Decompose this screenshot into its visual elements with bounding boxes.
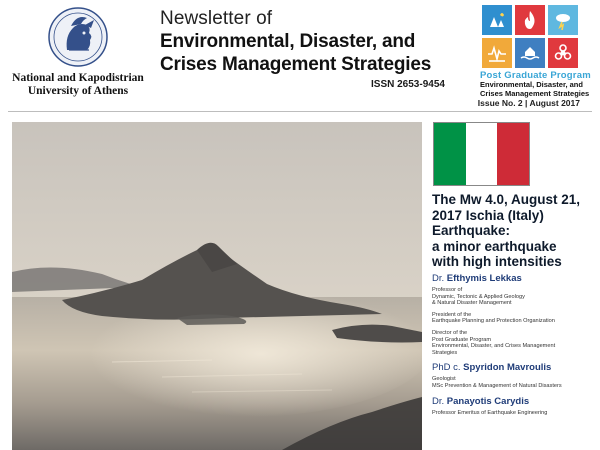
storm-cloud-icon xyxy=(548,5,578,35)
author-fullname: Panayotis Carydis xyxy=(446,395,530,407)
note-line: Geologist xyxy=(432,376,456,383)
author-affiliation xyxy=(432,410,597,417)
newsletter-title-line2: Crises Management Strategies xyxy=(160,54,432,75)
italy-flag xyxy=(433,122,530,186)
newsletter-title-prefix: Newsletter of xyxy=(160,8,273,29)
flag-green-stripe xyxy=(434,123,466,185)
authors-list xyxy=(432,271,597,416)
flag-white-stripe xyxy=(466,123,498,185)
author-fullname: Spyridon Mavroulis xyxy=(463,362,552,374)
note-line: Dynamic, Tectonic & Applied Geology xyxy=(432,293,525,300)
athena-crest-logo xyxy=(47,6,109,68)
article-title-line2: 2017 Ischia (Italy) xyxy=(432,207,544,223)
earthquake-icon xyxy=(482,38,512,68)
note-line: Post Graduate Program xyxy=(432,336,492,343)
author-name xyxy=(432,273,597,284)
note-line: Professor Emeritus of Earthquake Engineering xyxy=(432,409,548,416)
note-line: MSc Prevention & Management of Natural Disasters xyxy=(432,382,562,389)
issue-label: Issue No. 2 | August 2017 xyxy=(477,98,580,108)
program-logo-block xyxy=(480,5,595,98)
note-line: & Natural Disaster Management xyxy=(432,300,512,307)
note-line: President of the xyxy=(432,311,472,318)
university-name-line2: University of Athens xyxy=(27,85,129,97)
header-divider xyxy=(8,111,592,112)
author-name xyxy=(432,362,597,373)
author-name xyxy=(432,396,597,407)
author-fullname: Efthymis Lekkas xyxy=(446,273,522,284)
author-affiliation xyxy=(432,376,597,389)
university-block xyxy=(8,6,148,102)
forest-fire-icon xyxy=(482,5,512,35)
note-line: Environmental, Disaster, and Crises Management xyxy=(432,343,556,350)
author-prefix: PhD c. xyxy=(432,362,461,374)
program-icon-grid xyxy=(482,5,595,68)
article-title-line3: Earthquake: xyxy=(432,223,511,238)
newsletter-title xyxy=(160,8,455,76)
article-title-line5: with high intensities xyxy=(432,254,562,269)
flame-icon xyxy=(515,5,545,35)
note-line: Earthquake Planning and Protection Organization xyxy=(432,318,555,325)
article-title xyxy=(432,192,600,270)
article-title-line1: The Mw 4.0, August 21, xyxy=(432,192,581,207)
issn-number: ISSN 2653-9454 xyxy=(371,79,445,90)
biohazard-icon xyxy=(548,38,578,68)
program-subtitle-line1: Environmental, Disaster, and xyxy=(480,80,583,89)
author-prefix: Dr. xyxy=(432,395,445,407)
university-name-line1: National and Kapodistrian xyxy=(12,72,144,84)
cover-photo-ischia xyxy=(12,122,422,450)
article-title-line4: a minor earthquake xyxy=(432,238,557,254)
note-line: Professor of xyxy=(432,287,463,293)
note-line: Director of the xyxy=(432,329,468,336)
program-title: Post Graduate Program xyxy=(480,70,591,81)
program-subtitle-line2: Crises Management Strategies xyxy=(480,88,590,98)
flood-icon xyxy=(515,38,545,68)
newsletter-title-line1: Environmental, Disaster, and xyxy=(160,31,416,52)
author-affiliation xyxy=(432,287,597,356)
flag-red-stripe xyxy=(497,123,529,185)
author-prefix: Dr. xyxy=(432,273,445,284)
note-line: Strategies xyxy=(432,349,458,356)
